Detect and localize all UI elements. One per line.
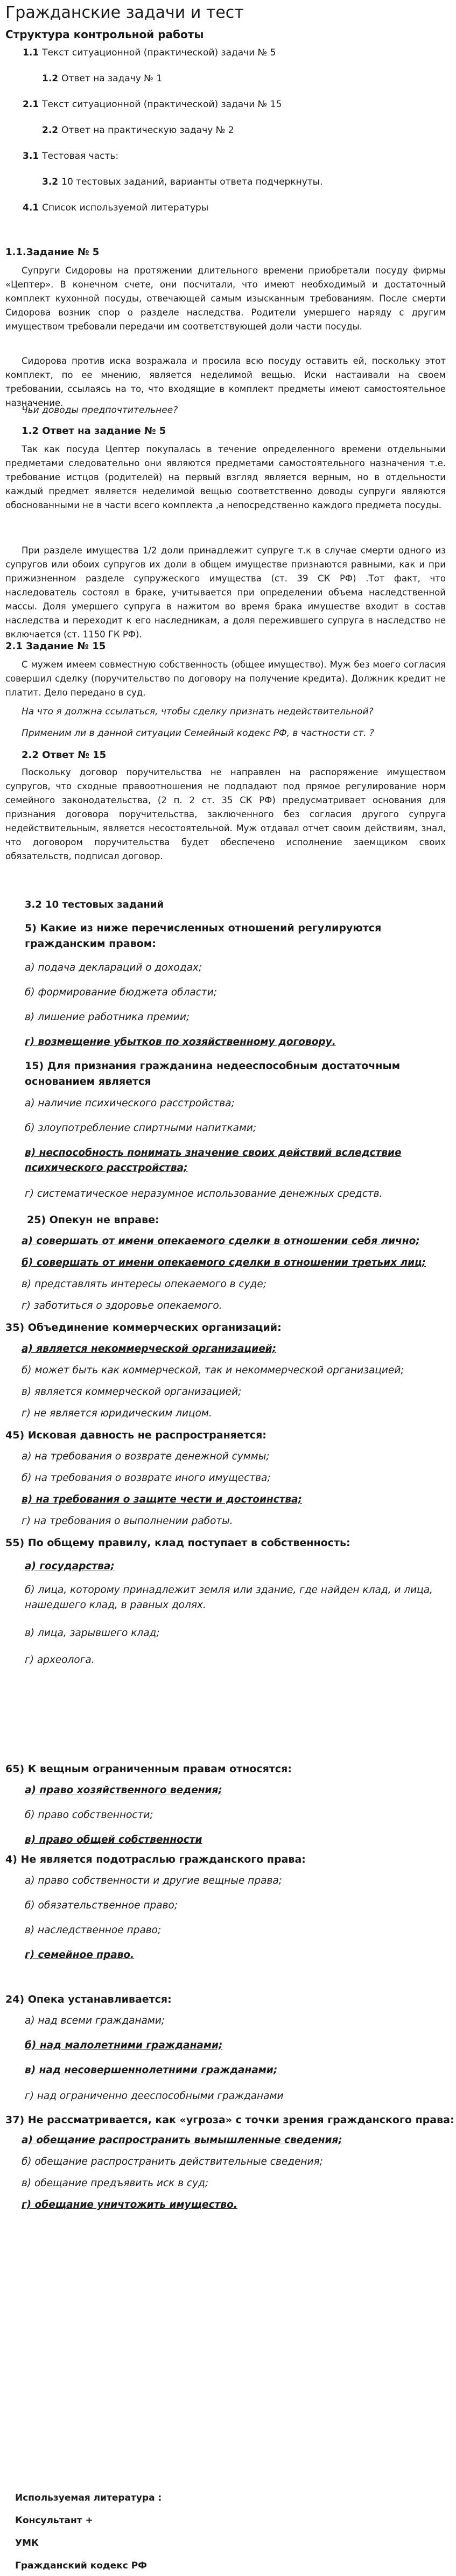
test-option-correct: а) государства;: [25, 1561, 115, 1572]
test-question: 24) Опека устанавливается:: [5, 1994, 172, 2005]
task5-question: Чьи доводы предпочтительнее?: [22, 405, 178, 416]
test-option-correct: б) совершать от имени опекаемого сделки в отношении третьих лиц;: [22, 1257, 426, 1268]
test-question: 55) По общему правилу, клад поступает в собственность:: [5, 1537, 350, 1549]
test-option: а) подача деклараций о доходах;: [25, 962, 202, 973]
test-question: 15) Для признания гражданина недееспособным достаточным основанием является: [25, 1060, 401, 1087]
test-option: б) злоупотребление спиртными напитками;: [25, 1122, 257, 1134]
test-question: 45) Исковая давность не распространяется:: [5, 1429, 266, 1441]
toc-heading: Структура контрольной работы: [5, 28, 204, 41]
task15-question: На что я должна ссылаться, чтобы сделку признать недействительной?: [22, 706, 374, 717]
toc-item-number: 4.1: [23, 202, 39, 213]
test-option: а) на требования о возврате денежной суммы;: [22, 1451, 270, 1462]
toc-item: [23, 47, 276, 58]
toc-item: [23, 151, 118, 162]
toc-item-number: 2.2: [42, 125, 59, 136]
test-option: г) археолога.: [25, 1654, 95, 1666]
document-title: Гражданские задачи и тест: [5, 3, 244, 22]
toc-item-label: Текст ситуационной (практической) задачи № 5: [42, 47, 276, 58]
literature-item: Гражданский кодекс РФ: [15, 2560, 148, 2571]
test-option: в) представлять интересы опекаемого в суде;: [22, 1279, 266, 1290]
test-option: б) может быть как коммерческой, так и некоммерческой организацией;: [22, 1365, 404, 1376]
test-question: 37) Не рассматривается, как «угроза» с точки зрения гражданского права:: [5, 2114, 454, 2126]
test-option: а) наличие психического расстройства;: [25, 1098, 235, 1109]
toc-item-label: Ответ на практическую задачу № 2: [61, 125, 234, 136]
toc-item-number: 3.1: [23, 151, 39, 162]
test-option-correct: а) является некоммерческой организацией;: [22, 1343, 277, 1354]
literature-item: Консультант +: [15, 2515, 93, 2526]
toc-item-label: 10 тестовых заданий, варианты ответа подчеркнуты.: [61, 177, 323, 187]
test-option: г) систематическое неразумное использование денежных средств.: [25, 1188, 383, 1199]
test-option: б) на требования о возврате иного имущества;: [22, 1472, 271, 1484]
test-question: 65) К вещным ограниченным правам относятся:: [5, 1763, 292, 1775]
toc-item-label: Текст ситуационной (практической) задачи № 15: [42, 99, 282, 110]
test-option: в) является коммерческой организацией;: [22, 1386, 242, 1398]
tests-heading: 3.2 10 тестовых заданий: [25, 899, 164, 910]
toc-item-number: 1.1: [23, 47, 39, 58]
test-option: б) обязательственное право;: [25, 1900, 178, 1911]
test-question: 5) Какие из ниже перечисленных отношений регулируются гражданским правом:: [25, 922, 382, 950]
test-option: а) право собственности и другие вещные права;: [25, 1875, 282, 1886]
test-option: б) лица, которому принадлежит земля или здание, где найден клад, и лица, нашедшего клад, в равных долях.: [25, 1584, 433, 1611]
toc-item-label: Ответ на задачу № 1: [61, 73, 163, 84]
test-option-correct: а) совершать от имени опекаемого сделки в отношении себя лично;: [22, 1236, 420, 1247]
answer5-heading: 1.2 Ответ на задание № 5: [22, 425, 166, 437]
toc-item-label: Список используемой литературы: [42, 202, 209, 213]
answer5-paragraph: Так как посуда Цептер покупалась в течение определенного времени отдельными предметами следовательно они являются предметами самостоятельного назначения т.е. требование истцов (родителей) на первый взгляд является верным, но в отдельности каждый предмет является неделимой вещью соответственно доводы супруги являются обоснованными не в части всего комплекта ,а непосредственно каждого предмета посуды.: [5, 444, 446, 510]
test-option: г) над ограниченно дееспособными гражданами: [25, 2090, 284, 2102]
answer5-paragraph: При разделе имущества 1/2 доли принадлежит супруге т.к в случае смерти одного из супругов или обоих супругов их доли в общем имуществе признаются равными, как и при прижизненном разделе супружеского имущества (ст. 39 СК РФ) .Тот факт, что наследователь состоял в браке, учитывается при определении объема наследственной массы. Доля умершего супруга в нажитом во время брака имуществе входит в состав наследства и переходит к его наследникам, а доля пережившего супруга в наследство не включается (ст. 1150 ГК РФ).: [5, 545, 446, 640]
toc-item-number: 1.2: [42, 73, 59, 84]
toc-item-number: 2.1: [23, 99, 39, 110]
task15-paragraph: С мужем имеем совместную собственность (общее имущество). Муж без моего согласия совершил сделку (поручительство по договору на получение кредита). Должник кредит не платит. Дело передано в суд.: [5, 659, 446, 698]
toc-item: [42, 73, 162, 84]
test-option: а) над всеми гражданами;: [25, 2015, 165, 2026]
test-option-correct: в) над несовершеннолетними гражданами;: [25, 2065, 278, 2076]
test-option: в) лишение работника премии;: [25, 1012, 190, 1023]
test-option: б) формирование бюджета области;: [25, 987, 217, 998]
toc-item-label: Тестовая часть:: [42, 151, 119, 162]
test-option-correct: г) обещание уничтожить имущество.: [22, 2199, 237, 2210]
answer15-heading: 2.2 Ответ № 15: [22, 749, 107, 761]
toc-item: [42, 125, 234, 136]
toc-item: [23, 202, 208, 213]
test-option-correct: в) право общей собственности: [25, 1834, 202, 1845]
literature-item: УМК: [15, 2538, 39, 2549]
test-option: г) не является юридическим лицом.: [22, 1408, 212, 1419]
test-question: 4) Не является подотраслью гражданского права:: [5, 1854, 306, 1865]
test-option: г) заботиться о здоровье опекаемого.: [22, 1300, 222, 1311]
literature-heading: Используемая литература :: [15, 2493, 162, 2503]
test-option-correct: б) над малолетними гражданами;: [25, 2040, 223, 2051]
toc-item-number: 3.2: [42, 177, 59, 187]
test-option-correct: а) обещание распространить вымышленные сведения;: [22, 2135, 342, 2146]
test-option-correct: г) возмещение убытков по хозяйственному договору.: [25, 1036, 336, 1048]
task15-question: Применим ли в данной ситуации Семейный кодекс РФ, в частности ст. ?: [22, 728, 374, 739]
test-option: в) наследственное право;: [25, 1925, 162, 1936]
test-option: в) обещание предъявить иск в суд;: [22, 2178, 209, 2189]
test-option: б) обещание распространить действительные сведения;: [22, 2156, 323, 2167]
task5-paragraph: Сидорова против иска возражала и просила всю посуду оставить ей, поскольку этот комплект, по ее мнению, является неделимой вещью. Иски настаивали на своем требовании, ссылаясь на то, что входящие в комплект предметы имеют самостоятельное назначение.: [5, 356, 446, 408]
test-question: 35) Объединение коммерческих организаций:: [5, 1322, 282, 1333]
task5-heading: 1.1.Задание № 5: [5, 247, 100, 258]
test-option-correct: в) неспособность понимать значение своих действий вследствие психического расстройства;: [25, 1147, 402, 1174]
test-option: в) лица, зарывшего клад;: [25, 1627, 160, 1639]
toc-item: [42, 177, 323, 187]
toc-item: [23, 99, 282, 110]
test-question: 25) Опекун не вправе:: [27, 1214, 159, 1226]
test-option-correct: в) на требования о защите чести и достоинства;: [22, 1494, 303, 1505]
test-option-correct: г) семейное право.: [25, 1949, 135, 1961]
test-option: г) на требования о выполнении работы.: [22, 1515, 233, 1527]
task15-heading: 2.1 Задание № 15: [5, 641, 106, 652]
task5-paragraph: Супруги Сидоровы на протяжении длительного времени приобретали посуду фирмы «Цептер». В конечном счете, они посчитали, что имеют необходимый и достаточный комплект кухонной посуды, отвечающей самым изысканным требованиям. После смерти Сидорова возник спор о разделе наследства. Родители умершего наряду с другим имуществом требовали передачи им соответствующей доли части посуды.: [5, 265, 446, 332]
test-option: б) право собственности;: [25, 1809, 153, 1821]
answer15-paragraph: Поскольку договор поручительства не направлен на распоряжение имуществом супругов, что сходные правоотношения не подпадают под прямое регулирование норм семейного законодательства, (2 п. 2 ст. 35 СК РФ) предусматривает основания для признания договора поручительства, заключенного без согласия другого супруга недействительным, является несостоятельной. Муж отдавал отчет своим действиям, знал, что договором поручительства будет обеспечено исполнение заемщиком своих обязательств, подписал договор.: [5, 767, 446, 861]
test-option-correct: а) право хозяйственного ведения;: [25, 1785, 222, 1796]
